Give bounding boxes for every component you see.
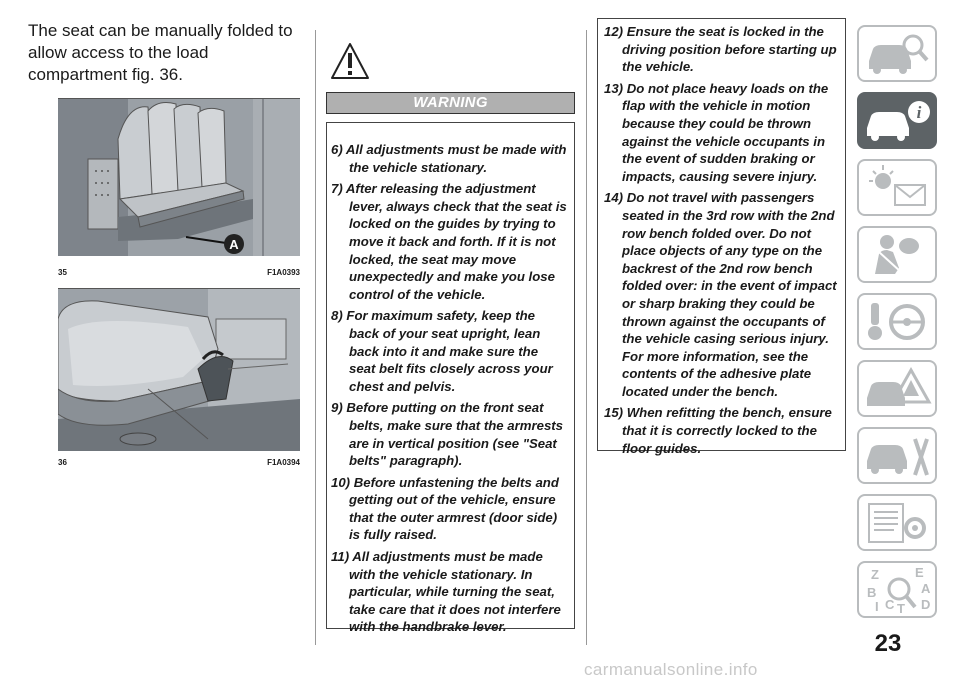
svg-text:i: i bbox=[916, 103, 922, 122]
tab-warning-lights[interactable] bbox=[857, 159, 937, 216]
tab-technical-data[interactable] bbox=[857, 494, 937, 551]
warning-triangle-icon bbox=[330, 42, 370, 82]
warning-box-right bbox=[597, 18, 846, 456]
steering-key-icon bbox=[859, 295, 935, 348]
warning-item: 13) Do not place heavy loads on the flap with the vehicle in motion because they could be thrown against the vehicle occupants in the event of sudden braking or impacts, causing severe injury. bbox=[604, 80, 829, 184]
warning-heading: WARNING bbox=[326, 92, 575, 114]
figure-36-number: 36 bbox=[58, 458, 67, 467]
car-search-icon bbox=[859, 27, 935, 80]
callout-a-label: A bbox=[229, 237, 239, 252]
warning-item: 9) Before putting on the front seat belts, make sure that the armrests are in vertical position (see "Seat belts" paragraph). bbox=[331, 400, 564, 469]
tab-index[interactable] bbox=[857, 561, 937, 618]
warning-item: 7) After releasing the adjustment lever, always check that the seat is locked on the guides by trying to move it back and forth. If it is not locked, the seat may move unexpectedly and make you lose control of the vehicle. bbox=[331, 181, 567, 302]
tab-getting-to-know-car[interactable] bbox=[857, 92, 937, 149]
figure-35-number: 35 bbox=[58, 268, 67, 277]
svg-text:C: C bbox=[885, 597, 895, 612]
warning-item: 8) For maximum safety, keep the back of your seat upright, lean back into it and make sure the seat belt fits closely across your chest and pelvis. bbox=[331, 308, 553, 394]
page-number: 23 bbox=[874, 630, 902, 657]
svg-text:D: D bbox=[921, 597, 931, 612]
chapter-tabs bbox=[857, 25, 937, 628]
warning-item: 6) All adjustments must be made with the vehicle stationary. bbox=[331, 142, 567, 175]
figure-36-code: F1A0394 bbox=[267, 458, 300, 467]
tab-servicing-care[interactable] bbox=[857, 427, 937, 484]
warning-item: 14) Do not travel with passengers seated in the 3rd row with the 2nd row bench folded over. Do not place objects of any type on the backrest of the 2nd row bench folded over: in the event of impact or sharp braking they could be thrown against the occupants of the vehicle casing serious injury. For more information, see the contents of the adhesive plate located under the bench. bbox=[604, 190, 837, 399]
svg-text:A: A bbox=[921, 581, 931, 596]
car-info-icon bbox=[859, 94, 935, 147]
figure-35-code: F1A0393 bbox=[267, 268, 300, 277]
tab-starting-driving[interactable] bbox=[857, 293, 937, 350]
car-maintenance-icon bbox=[859, 429, 935, 482]
svg-text:Z: Z bbox=[871, 567, 879, 582]
emergency-icon bbox=[859, 362, 935, 415]
tab-safety[interactable] bbox=[857, 226, 937, 283]
tab-in-an-emergency[interactable] bbox=[857, 360, 937, 417]
warning-item: 10) Before unfastening the belts and getting out of the vehicle, ensure that the outer armrest (door side) is fully raised. bbox=[331, 474, 559, 543]
index-icon bbox=[859, 563, 935, 616]
intro-paragraph: The seat can be manually folded to allow access to the load compartment fig. 36. bbox=[28, 21, 293, 84]
warning-item: 11) All adjustments must be made with the vehicle stationary. In particular, while turning the seat, take care that it does not interfere with the handbrake lever. bbox=[331, 549, 561, 635]
warning-item: 12) Ensure the seat is locked in the driving position before starting up the vehicle. bbox=[604, 24, 837, 75]
svg-text:T: T bbox=[897, 601, 905, 616]
technical-data-icon bbox=[859, 496, 935, 549]
column-divider bbox=[315, 30, 316, 645]
figure-35-image bbox=[58, 98, 300, 256]
warning-lights-icon bbox=[859, 161, 935, 214]
svg-text:B: B bbox=[867, 585, 877, 600]
tab-knowing-your-car[interactable] bbox=[857, 25, 937, 82]
svg-text:E: E bbox=[915, 565, 924, 580]
svg-text:I: I bbox=[875, 599, 879, 614]
column-divider bbox=[586, 30, 587, 645]
watermark: carmanualsonline.info bbox=[584, 660, 758, 679]
safety-airbag-icon bbox=[859, 228, 935, 281]
warning-box-left bbox=[326, 122, 575, 635]
figure-36-image bbox=[58, 288, 300, 451]
warning-item: 15) When refitting the bench, ensure that it is correctly locked to the floor guides. bbox=[604, 405, 832, 456]
